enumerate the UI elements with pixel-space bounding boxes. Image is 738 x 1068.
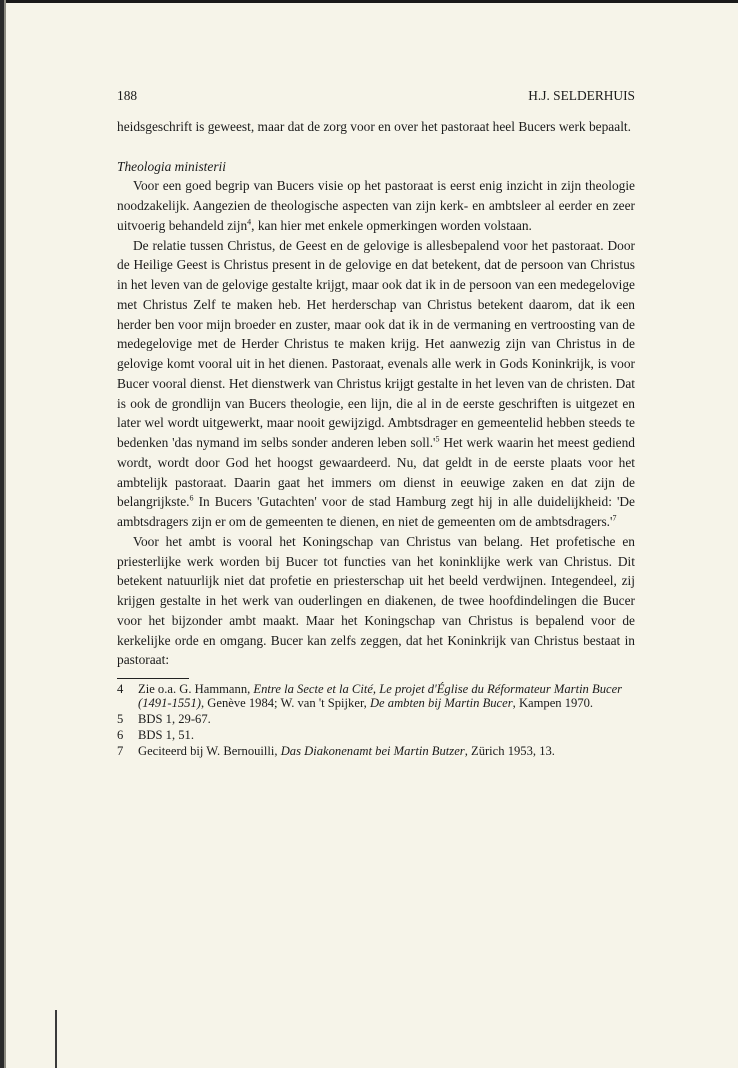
paragraph-2	[117, 236, 635, 532]
scan-margin-mark	[55, 1010, 57, 1068]
footnotes-divider	[117, 678, 189, 679]
footnote-4	[117, 682, 635, 710]
paragraph-intro: heidsgeschrift is geweest, maar dat de zorg voor en over het pastoraat heel Bucers werk bepaalt.	[117, 118, 631, 134]
footnote-number: 7	[117, 744, 124, 758]
running-header	[117, 86, 635, 106]
footnote-number: 5	[117, 712, 124, 726]
footnote-text	[138, 682, 635, 710]
section-heading: Theologia ministerii	[117, 158, 226, 174]
footnote-text: BDS 1, 29-67.	[138, 712, 211, 726]
footnote-4-text-c: , Kampen 1970.	[512, 696, 594, 710]
footnote-4-title-a: Entre la Secte et la Cité, Le projet d'Église du Réformateur Martin Bucer (1491-1551)	[138, 682, 623, 710]
paragraph-2-text-a: De relatie tussen Christus, de Geest en de gelovige is allesbepalend voor het pastoraat. Door de Heilige Geest is Christus present in de gelovige en dat betekent, dat de persoon van Christus in het leven van de gelovige gestalte krijgt, maar ook dat ik in de persoon van een medegelovige met Christus Zelf te maken heb. Het herderschap van Christus betekent daarom, dat ik een herder ben voor mijn broeder en zuster, maar ook dat ik in de vermaning en vertroosting van de medegelovige met de Herder Christus te maken krijg. Het aanwezig zijn van Christus in de gelovige komt vooral uit in het dienen. Pastoraat, evenals alle werk in Gods Koninkrijk, is voor Bucer vooral dienst. Het dienstwerk van Christus krijgt gestalte in het leven van de christen. Dat is ook de grondlijn van Bucers theologie, een lijn, die al in de eerste geschriften is uitgezet en later wel wordt uitgewerkt, maar nooit gewijzigd. Ambtsdrager en gemeentelid hebben steeds te bedenken 'das nymand im selbs sonder anderen leben soll.'	[117, 237, 635, 450]
paragraph-2-text-c: In Bucers 'Gutachten' voor de stad Hamburg zegt hij in alle duidelijkheid: 'De ambtsdragers zijn er om de gemeenten te dienen, en niet de gemeenten om de ambtsdragers.'	[117, 494, 635, 529]
footnote-7-title: Das Diakonenamt bei Martin Butzer	[280, 744, 465, 758]
paragraph-2-text-b: Het werk waarin het meest gediend wordt, wordt door God het hoogst gewaardeerd. Nu, dat geldt in de eerste plaats voor het ambtelijk pastoraat. Daarin gaat het immers om dienst in eeuwige zaken en dat zijn de belangrijkste.	[117, 435, 635, 510]
paragraph-1	[117, 176, 635, 235]
footnote-4-text-b: , Genève 1984; W. van 't Spijker,	[200, 696, 370, 710]
footnote-ref-4: 4	[247, 217, 252, 227]
page-body	[117, 86, 635, 760]
scan-edge-top	[0, 0, 738, 3]
footnote-ref-6: 6	[189, 493, 194, 503]
footnote-ref-7: 7	[612, 513, 617, 523]
footnote-text: BDS 1, 51.	[138, 728, 194, 742]
footnote-4-text-a: Zie o.a. G. Hammann,	[138, 682, 254, 696]
page-number: 188	[117, 88, 138, 103]
footnote-6	[117, 728, 635, 742]
footnote-7-text-b: , Zürich 1953, 13.	[464, 744, 555, 758]
paragraph-1-text-a: Voor een goed begrip van Bucers visie op het pastoraat is eerst enig inzicht in zijn theologie noodzakelijk. Aangezien de theologische aspecten van zijn kerk- en ambtsleer al eerder en zeer uitvoerig behandeld zijn	[117, 178, 635, 233]
paragraph-1-text-b: , kan hier met enkele opmerkingen worden volstaan.	[251, 217, 532, 233]
footnote-number: 4	[117, 682, 124, 696]
scan-edge-shadow	[4, 0, 6, 1068]
running-author: H.J. SELDERHUIS	[528, 88, 635, 103]
footnote-text	[138, 744, 635, 758]
footnote-ref-5: 5	[435, 434, 440, 444]
footnote-5	[117, 712, 635, 726]
footnote-7-text-a: Geciteerd bij W. Bernouilli,	[138, 744, 281, 758]
footnote-4-title-b: De ambten bij Martin Bucer	[369, 696, 513, 710]
paragraph-3: Voor het ambt is vooral het Koningschap van Christus van belang. Het profetische en priesterlijke werk worden bij Bucer tot functies van het koninklijke werk van Christus. Dit betekent natuurlijk niet dat profetie en priesterschap uit het beeld verdwijnen. Integendeel, zij krijgen gestalte in het werk van ouderlingen en diakenen, de twee hoofdindelingen die Bucer voor het bijzonder ambt maakt. Maar het Koningschap van Christus is bepalend voor de kerkelijke orde en omgang. Bucer kan zelfs zeggen, dat het Koninkrijk van Christus bestaat in pastoraat:	[117, 533, 635, 668]
footnote-number: 6	[117, 728, 124, 742]
footnote-7	[117, 744, 635, 758]
